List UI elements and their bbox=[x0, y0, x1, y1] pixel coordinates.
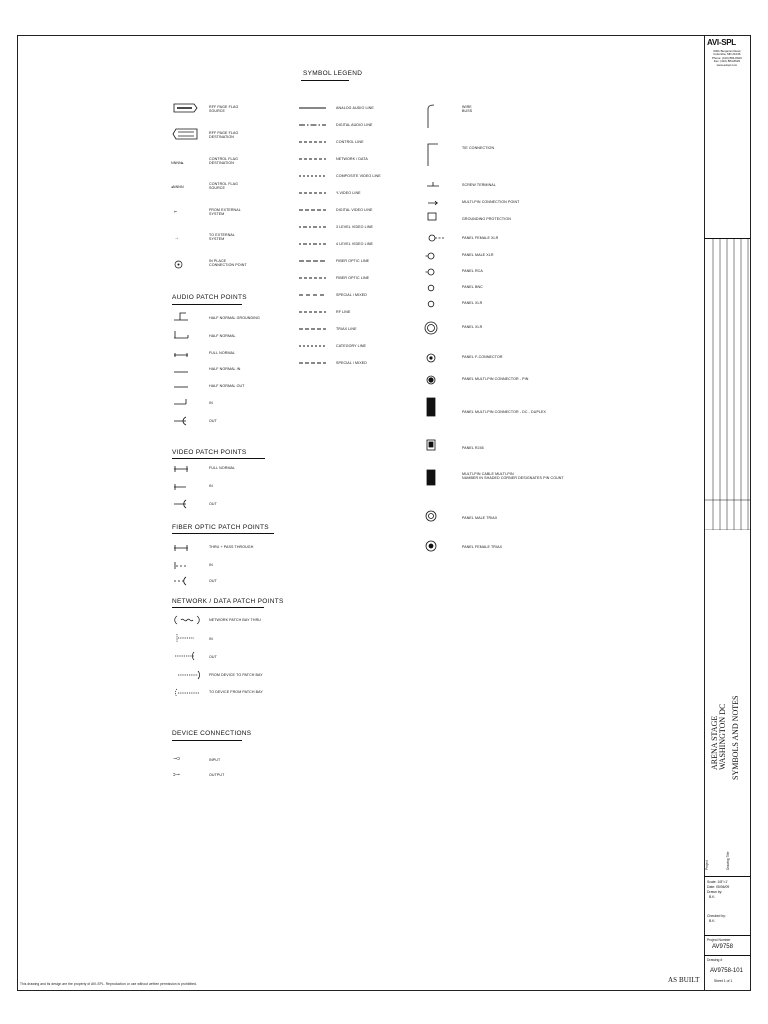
line-type-label: 3 LEVEL VIDEO LINE bbox=[336, 225, 374, 229]
network-item-2: IN bbox=[209, 637, 213, 641]
line-type-label: CONTROL LINE bbox=[336, 140, 364, 144]
video-heading: VIDEO PATCH POINTS bbox=[172, 449, 247, 456]
col1-label-1: RFF PAGE FLAG SOURCE bbox=[209, 105, 239, 114]
connector-label: MULTI-PIN CABLE MULTI-PIN NUMBER IN SHADED CORNER DESIGNATES PIN COUNT bbox=[462, 472, 564, 481]
line-type-label: DIGITAL AUDIO LINE bbox=[336, 123, 373, 127]
project-label: Project bbox=[705, 860, 709, 870]
line-type-label: SPECIAL / MIXED bbox=[336, 293, 367, 297]
device-heading: DEVICE CONNECTIONS bbox=[172, 730, 252, 737]
connector-label: PANEL MALE TRIAX bbox=[462, 516, 498, 520]
connector-label: MULTI-PIN CONNECTION POINT bbox=[462, 200, 520, 204]
line-type-label: DIGITAL VIDEO LINE bbox=[336, 208, 373, 212]
connector-label: PANEL MULTI-PIN CONNECTOR - PIN bbox=[462, 377, 529, 381]
video-item-3: OUT bbox=[209, 502, 217, 506]
line-type-label: COMPOSITE VIDEO LINE bbox=[336, 174, 381, 178]
fiber-patch-symbols bbox=[172, 541, 192, 587]
from-external-symbol: ⊢ bbox=[174, 210, 178, 214]
network-item-5: TO DEVICE FROM PATCH BAY bbox=[209, 690, 263, 694]
connector-label: PANEL MALE XLR bbox=[462, 253, 494, 257]
legend-title-underline bbox=[301, 80, 349, 81]
network-item-3: OUT bbox=[209, 655, 217, 659]
audio-item-4: HALF NORMAL IN bbox=[209, 367, 241, 371]
connector-label: PANEL FEMALE TRIAX bbox=[462, 545, 503, 549]
video-patch-symbols bbox=[172, 463, 192, 511]
control-dest-symbol: NNNN▸ bbox=[171, 161, 184, 165]
network-heading-underline bbox=[172, 607, 264, 608]
drawn-by: B.K. bbox=[709, 895, 716, 899]
drawn-by-label: Drawn by: bbox=[707, 890, 723, 894]
device-heading-underline bbox=[172, 740, 242, 741]
connector-label: PANEL F-CONNECTOR bbox=[462, 355, 503, 359]
fiber-heading-underline bbox=[172, 533, 274, 534]
connector-label: PANEL BNC bbox=[462, 285, 483, 289]
audio-item-3: FULL NORMAL bbox=[209, 351, 236, 355]
to-external-symbol: → bbox=[174, 235, 180, 241]
fiber-heading: FIBER OPTIC PATCH POINTS bbox=[172, 524, 269, 531]
project-number: AV9758 bbox=[712, 944, 733, 950]
connector-label: PANEL XLR bbox=[462, 325, 483, 329]
audio-item-2: HALF NORMAL bbox=[209, 334, 236, 338]
device-item-2: OUTPUT bbox=[209, 773, 225, 777]
revision-grid bbox=[704, 238, 751, 530]
connector-label: TIE CONNECTION bbox=[462, 146, 495, 150]
col1-label-3: CONTROL FLAG DESTINATION bbox=[209, 157, 239, 166]
project-number-label: Project Number bbox=[707, 938, 731, 942]
checked-by: B.K. bbox=[709, 919, 716, 923]
connector-label: WIRE BUSS bbox=[462, 105, 473, 114]
drawing-sheet-border bbox=[17, 35, 751, 991]
network-item-4: FROM DEVICE TO PATCH BAY bbox=[209, 673, 263, 677]
line-type-label: FIBER OPTIC LINE bbox=[336, 276, 370, 280]
checked-by-label: Checked by: bbox=[707, 914, 726, 918]
fiber-item-3: OUT bbox=[209, 579, 217, 583]
as-built-stamp: AS BUILT bbox=[668, 976, 700, 984]
drawing-no-label: Drawing # bbox=[707, 958, 723, 962]
rff-destination-symbol bbox=[172, 128, 198, 140]
line-type-label: 4 LEVEL VIDEO LINE bbox=[336, 242, 374, 246]
line-type-label: FIBER OPTIC LINE bbox=[336, 259, 370, 263]
connector-label: PANEL FEMALE XLR bbox=[462, 236, 499, 240]
audio-item-7: OUT bbox=[209, 419, 217, 423]
tb-divider-1 bbox=[704, 876, 751, 877]
connector-symbols bbox=[424, 102, 446, 562]
video-heading-underline bbox=[172, 458, 265, 459]
drawing-title: SYMBOLS AND NOTES bbox=[731, 695, 740, 780]
footnote: This drawing and its design are the property of AVI-SPL. Reproduction or use without written permission is prohibited. bbox=[20, 982, 198, 986]
col1-label-5: FROM EXTERNAL SYSTEM bbox=[209, 208, 241, 217]
control-source-symbol: ◂NNNN bbox=[171, 185, 184, 189]
audio-out-symbol bbox=[172, 415, 192, 427]
col1-label-7: IN PLACE CONNECTION POINT bbox=[209, 259, 247, 268]
audio-heading: AUDIO PATCH POINTS bbox=[172, 294, 247, 301]
sheet-number: Sheet 1 of 1 bbox=[714, 979, 733, 983]
col1-label-6: TO EXTERNAL SYSTEM bbox=[209, 233, 235, 242]
company-address: 6301 Benjamin Road Columbia, MD 21046 Phone: (410) 884-8400 Fax: (410) 884-8629 www.avispl.com bbox=[712, 49, 742, 67]
fiber-item-1: THRU + PASS THROUGH bbox=[209, 545, 254, 549]
col1-label-4: CONTROL FLAG SOURCE bbox=[209, 182, 239, 191]
drawing-title-label: Drawing Title bbox=[726, 851, 730, 870]
fiber-item-2: IN bbox=[209, 563, 213, 567]
line-type-samples bbox=[298, 104, 328, 374]
audio-item-1: HALF NORMAL GROUNDING bbox=[209, 316, 260, 320]
scale: Scale: 1/8"=1' bbox=[707, 880, 728, 884]
date: Date: 05/06/09 bbox=[707, 885, 730, 889]
legend-title: SYMBOL LEGEND bbox=[303, 70, 363, 77]
video-item-2: IN bbox=[209, 484, 213, 488]
line-type-label: NETWORK / DATA bbox=[336, 157, 368, 161]
line-type-label: SPECIAL / MIXED bbox=[336, 361, 367, 365]
network-item-1: NETWORK PATCH BAY THRU bbox=[209, 618, 261, 622]
line-type-label: TRIAX LINE bbox=[336, 327, 357, 331]
network-patch-symbols bbox=[172, 612, 204, 696]
network-heading: NETWORK / DATA PATCH POINTS bbox=[172, 598, 284, 605]
tb-divider-3 bbox=[704, 955, 751, 956]
connector-label: PANEL RJ45 bbox=[462, 446, 484, 450]
connector-label: SCREW TERMINAL bbox=[462, 183, 496, 187]
line-type-label: Y-VIDEO LINE bbox=[336, 191, 361, 195]
line-type-label: RF LINE bbox=[336, 310, 351, 314]
rff-source-symbol bbox=[172, 103, 198, 113]
company-logo: AVI-SPL bbox=[707, 38, 736, 47]
drawing-no: AV9758-101 bbox=[710, 968, 743, 974]
connector-label: PANEL RCA bbox=[462, 269, 483, 273]
device-input-symbol: ⊸ↄ bbox=[173, 756, 180, 762]
device-output-symbol: ↄ⊸ bbox=[173, 772, 180, 778]
in-place-connection-symbol bbox=[174, 260, 183, 269]
device-item-1: INPUT bbox=[209, 758, 221, 762]
line-type-label: ANALOG AUDIO LINE bbox=[336, 106, 374, 110]
project-name-1: ARENA STAGE bbox=[710, 715, 719, 770]
video-item-1: FULL NORMAL bbox=[209, 466, 236, 470]
connector-label: PANEL XLR bbox=[462, 301, 483, 305]
connector-label: PANEL MULTI-PIN CONNECTOR - DC - DUPLEX bbox=[462, 410, 547, 414]
col1-label-2: RFF PAGE FLAG DESTINATION bbox=[209, 131, 239, 140]
audio-patch-symbols bbox=[172, 311, 192, 411]
project-name-2: WASHINGTON DC bbox=[718, 703, 727, 770]
audio-heading-underline bbox=[172, 304, 242, 305]
line-type-label: CATEGORY LINE bbox=[336, 344, 367, 348]
audio-item-5: HALF NORMAL OUT bbox=[209, 384, 245, 388]
tb-divider-2 bbox=[704, 935, 751, 936]
audio-item-6: IN bbox=[209, 401, 213, 405]
connector-label: GROUNDING PROTECTION bbox=[462, 217, 511, 221]
